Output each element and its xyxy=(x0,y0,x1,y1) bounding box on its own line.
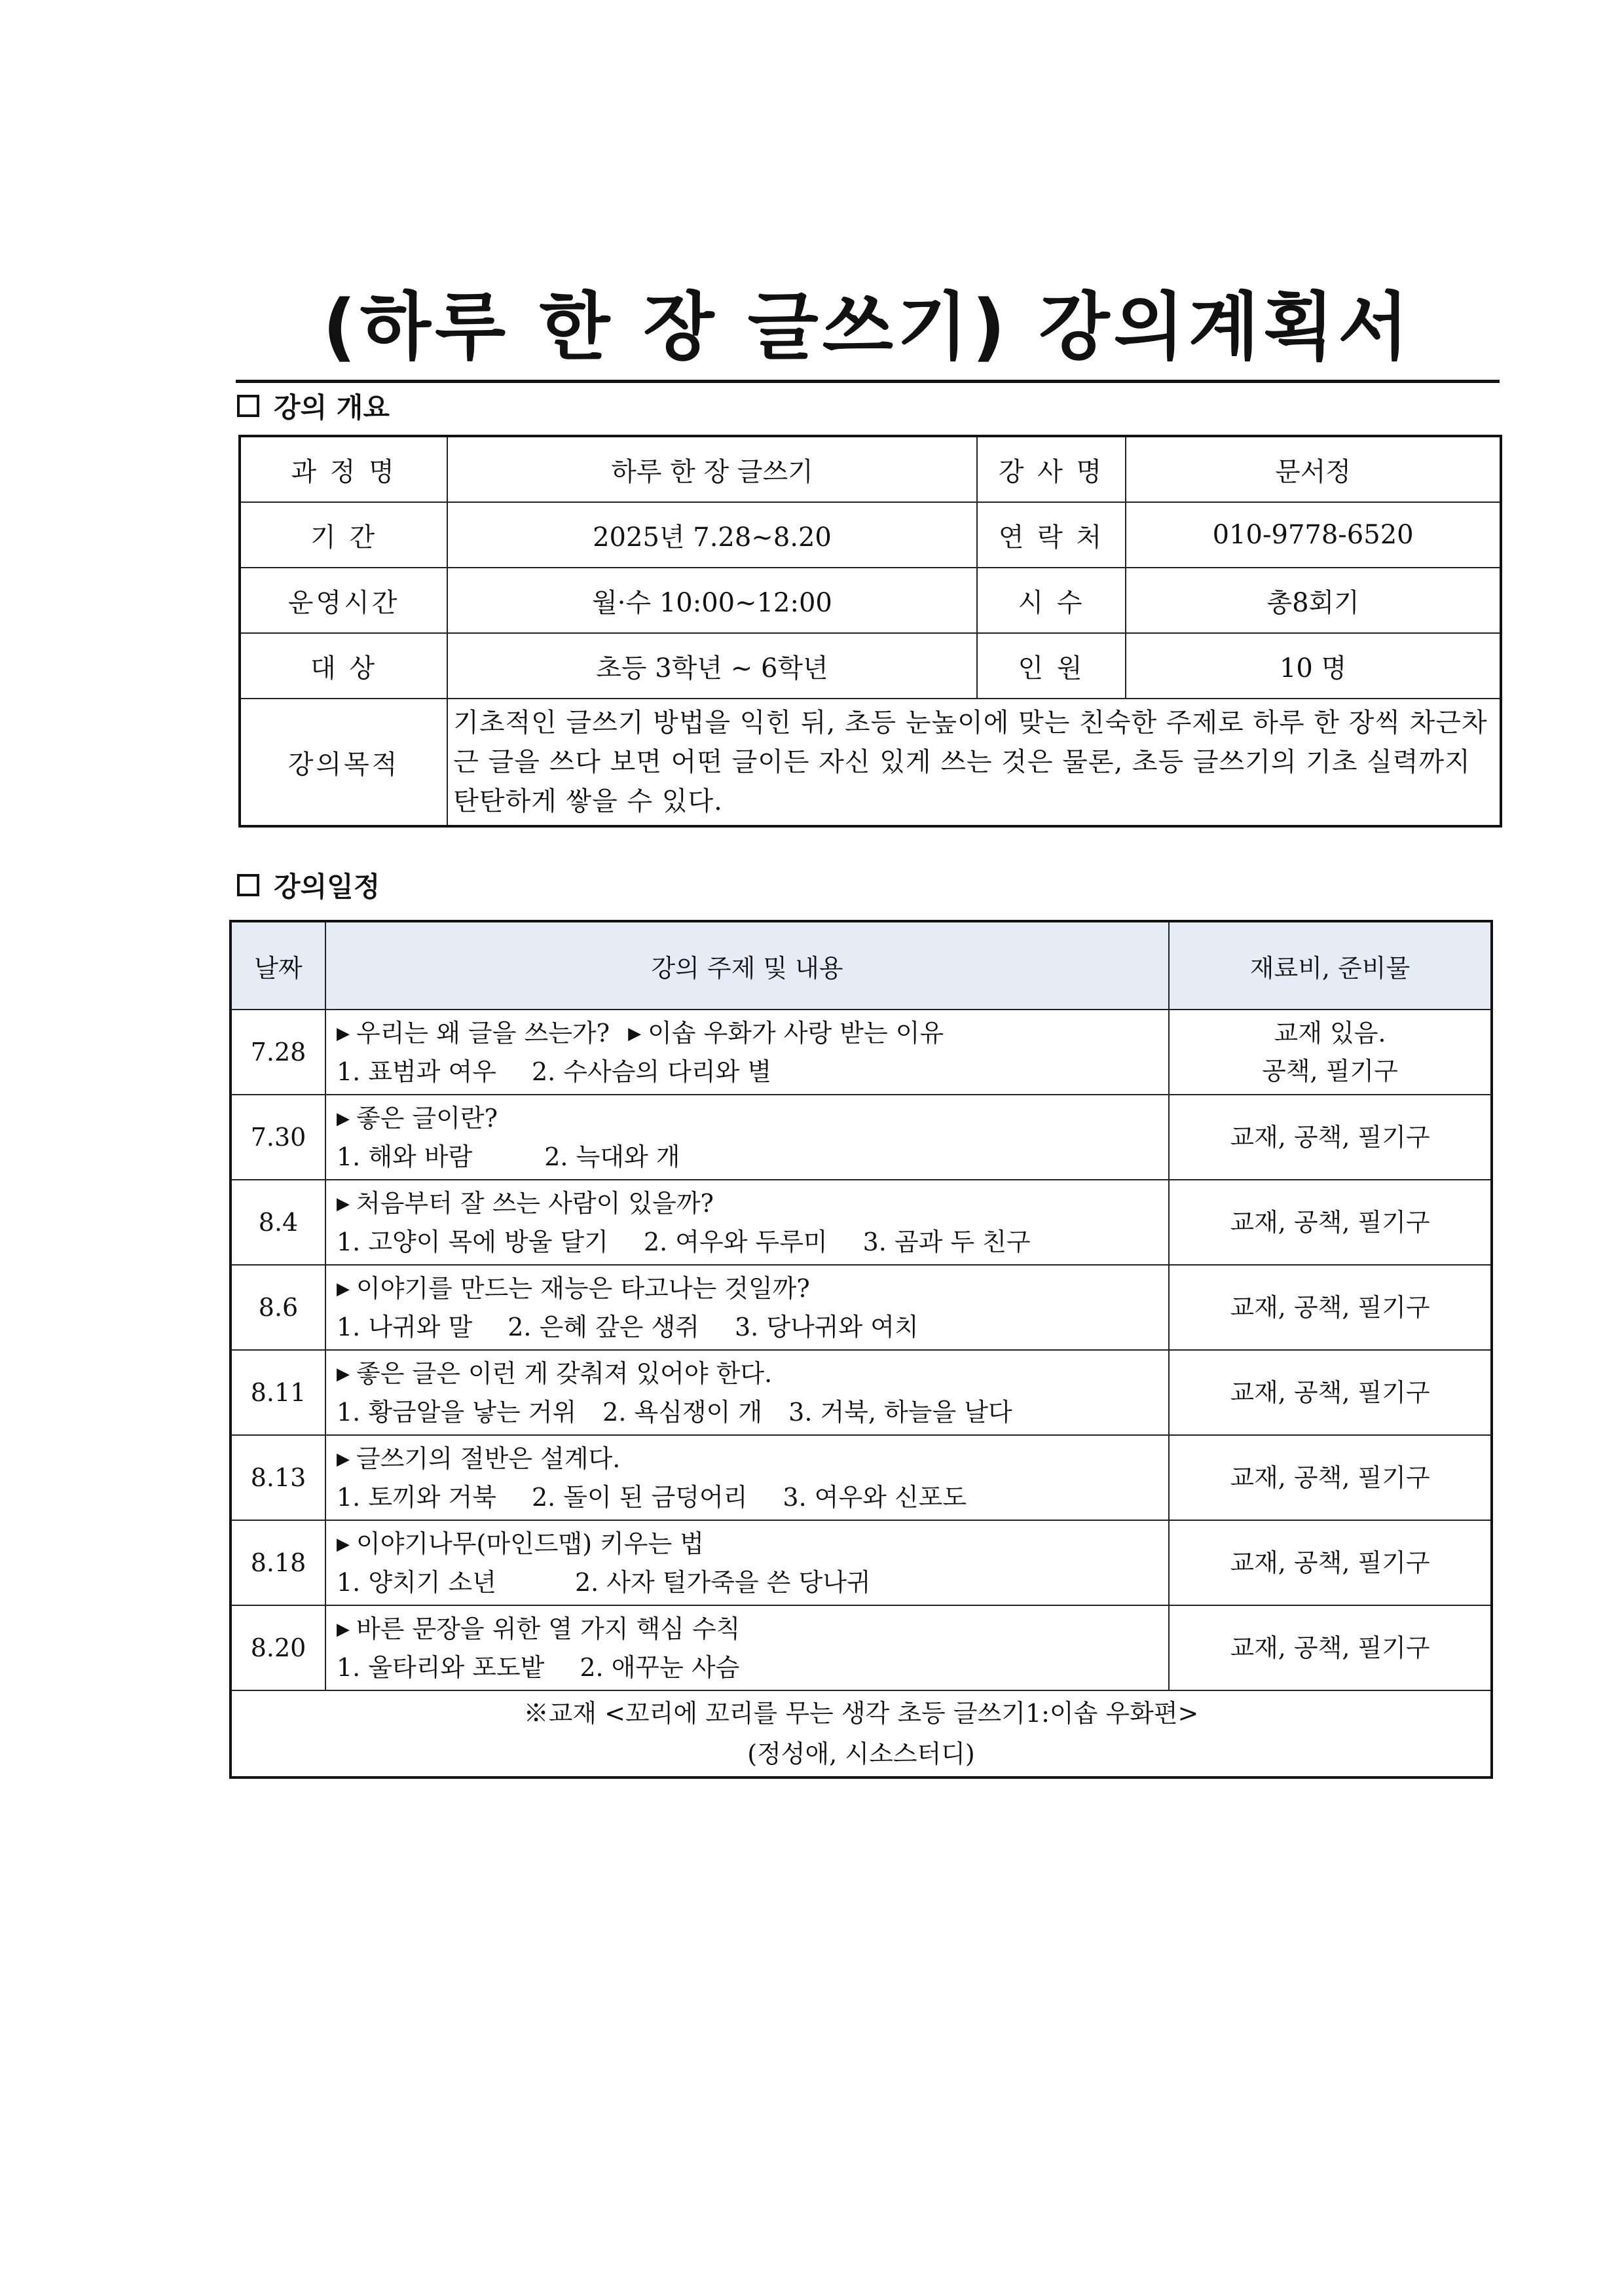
row-topic: 이야기를 만드는 재능은 타고나는 것일까? xyxy=(356,1273,810,1303)
triangle-bullet-icon: ▶ xyxy=(628,1023,642,1044)
row-material: 교재, 공책, 필기구 xyxy=(1169,1435,1492,1520)
row-material xyxy=(1169,1010,1492,1095)
course-value: 하루 한 장 글쓰기 xyxy=(447,436,976,502)
row-item: 2. 사자 털가죽을 쓴 당나귀 xyxy=(574,1567,871,1597)
checkbox-icon xyxy=(237,395,259,417)
table-header-row xyxy=(231,921,1492,1010)
checkbox-icon xyxy=(237,874,259,896)
period-label: 기 간 xyxy=(240,502,447,568)
table-row xyxy=(231,1520,1492,1605)
instructor-value: 문서정 xyxy=(1126,436,1501,502)
instructor-label: 강 사 명 xyxy=(977,436,1126,502)
hours-label: 운영시간 xyxy=(240,568,447,633)
row-topic: 글쓰기의 절반은 설계다. xyxy=(356,1444,621,1473)
sessions-value: 총8회기 xyxy=(1126,568,1501,633)
section-overview-label: 강의 개요 xyxy=(274,392,390,424)
contact-label: 연 락 처 xyxy=(977,502,1126,568)
row-material-line: 공책, 필기구 xyxy=(1262,1057,1398,1085)
row-topic: 좋은 글이란? xyxy=(356,1103,498,1133)
overview-table xyxy=(238,435,1502,828)
triangle-bullet-icon: ▶ xyxy=(337,1279,350,1299)
row-item: 1. 해와 바람 xyxy=(337,1142,473,1171)
table-row xyxy=(231,1095,1492,1180)
textbook-note-author: (정성애, 시소스터디) xyxy=(747,1740,975,1768)
row-content xyxy=(325,1350,1169,1435)
purpose-value: 기초적인 글쓰기 방법을 익힌 뒤, 초등 눈높이에 맞는 친숙한 주제로 하루 한 장씩 차근차근 글을 쓰다 보면 어떤 글이든 자신 있게 쓰는 것은 물론, 초등 글쓰기의 기초 실력까지 탄탄하게 쌓을 수 있다. xyxy=(447,699,1501,826)
section-overview-heading xyxy=(237,386,390,426)
row-item: 2. 애꾸눈 사슴 xyxy=(580,1652,740,1682)
contact-value: 010-9778-6520 xyxy=(1126,502,1501,568)
row-item: 1. 나귀와 말 xyxy=(337,1312,473,1341)
row-content xyxy=(325,1265,1169,1350)
header-date: 날짜 xyxy=(231,921,325,1010)
course-label: 과 정 명 xyxy=(240,436,447,502)
triangle-bullet-icon: ▶ xyxy=(337,1023,350,1044)
table-row xyxy=(231,1265,1492,1350)
row-content xyxy=(325,1180,1169,1265)
table-row xyxy=(231,1605,1492,1690)
table-row xyxy=(231,1010,1492,1095)
row-date: 8.20 xyxy=(231,1605,325,1690)
header-topic: 강의 주제 및 내용 xyxy=(325,921,1169,1010)
row-item: 1. 울타리와 포도밭 xyxy=(337,1652,545,1682)
period-value: 2025년 7.28~8.20 xyxy=(447,502,976,568)
row-material: 교재, 공책, 필기구 xyxy=(1169,1520,1492,1605)
row-content xyxy=(325,1010,1169,1095)
triangle-bullet-icon: ▶ xyxy=(337,1449,350,1469)
row-item: 1. 고양이 목에 방울 달기 xyxy=(337,1227,608,1256)
hours-value: 월·수 10:00~12:00 xyxy=(447,568,976,633)
table-row xyxy=(240,699,1501,826)
row-date: 7.28 xyxy=(231,1010,325,1095)
table-row xyxy=(231,1180,1492,1265)
page-title: (하루 한 장 글쓰기) 강의계획서 xyxy=(236,282,1500,383)
row-date: 8.6 xyxy=(231,1265,325,1350)
row-material: 교재, 공책, 필기구 xyxy=(1169,1095,1492,1180)
row-item: 3. 당나귀와 여치 xyxy=(735,1312,919,1341)
row-content xyxy=(325,1095,1169,1180)
row-content xyxy=(325,1520,1169,1605)
table-row xyxy=(240,633,1501,699)
row-item: 2. 욕심쟁이 개 xyxy=(602,1397,763,1427)
textbook-note-line: ※교재 <꼬리에 꼬리를 무는 생각 초등 글쓰기1:이솝 우화편> xyxy=(523,1699,1199,1728)
section-schedule-label: 강의일정 xyxy=(274,871,380,903)
capacity-value: 10 명 xyxy=(1126,633,1501,699)
row-item: 2. 수사슴의 다리와 별 xyxy=(531,1057,772,1086)
triangle-bullet-icon: ▶ xyxy=(337,1108,350,1129)
row-item: 3. 여우와 신포도 xyxy=(783,1482,967,1512)
sessions-label: 시 수 xyxy=(977,568,1126,633)
row-topic: 우리는 왜 글을 쓰는가? xyxy=(356,1018,610,1048)
triangle-bullet-icon: ▶ xyxy=(337,1194,350,1214)
row-date: 8.13 xyxy=(231,1435,325,1520)
table-row xyxy=(240,568,1501,633)
triangle-bullet-icon: ▶ xyxy=(337,1534,350,1554)
purpose-label: 강의목적 xyxy=(240,699,447,826)
row-material: 교재, 공책, 필기구 xyxy=(1169,1350,1492,1435)
header-material: 재료비, 준비물 xyxy=(1169,921,1492,1010)
row-item: 2. 돌이 된 금덩어리 xyxy=(531,1482,748,1512)
row-item: 1. 표범과 여우 xyxy=(337,1057,496,1086)
row-date: 7.30 xyxy=(231,1095,325,1180)
row-date: 8.4 xyxy=(231,1180,325,1265)
row-item: 2. 은혜 갚은 생쥐 xyxy=(507,1312,699,1341)
row-topic: 처음부터 잘 쓰는 사람이 있을까? xyxy=(356,1188,714,1218)
section-schedule-heading xyxy=(237,866,380,905)
triangle-bullet-icon: ▶ xyxy=(337,1364,350,1384)
textbook-note xyxy=(231,1690,1492,1777)
table-row xyxy=(240,436,1501,502)
row-content xyxy=(325,1605,1169,1690)
schedule-table xyxy=(229,920,1493,1779)
row-item: 1. 양치기 소년 xyxy=(337,1567,496,1597)
row-item: 2. 늑대와 개 xyxy=(544,1142,680,1171)
row-item: 3. 곰과 두 친구 xyxy=(862,1227,1031,1256)
target-label: 대 상 xyxy=(240,633,447,699)
table-row xyxy=(240,502,1501,568)
target-value: 초등 3학년 ~ 6학년 xyxy=(447,633,976,699)
row-date: 8.11 xyxy=(231,1350,325,1435)
row-topic: 바른 문장을 위한 열 가지 핵심 수칙 xyxy=(356,1614,741,1643)
capacity-label: 인 원 xyxy=(977,633,1126,699)
table-row xyxy=(231,1350,1492,1435)
row-topic: 좋은 글은 이런 게 갖춰져 있어야 한다. xyxy=(356,1358,773,1388)
row-content xyxy=(325,1435,1169,1520)
table-row xyxy=(231,1435,1492,1520)
row-item: 3. 거북, 하늘을 날다 xyxy=(788,1397,1012,1427)
row-material: 교재, 공책, 필기구 xyxy=(1169,1265,1492,1350)
title-block xyxy=(236,282,1500,383)
row-item: 1. 황금알을 낳는 거위 xyxy=(337,1397,577,1427)
row-material: 교재, 공책, 필기구 xyxy=(1169,1180,1492,1265)
row-material: 교재, 공책, 필기구 xyxy=(1169,1605,1492,1690)
row-topic: 이야기나무(마인드맵) 키우는 법 xyxy=(356,1529,705,1558)
row-item: 2. 여우와 두루미 xyxy=(643,1227,828,1256)
triangle-bullet-icon: ▶ xyxy=(337,1619,350,1639)
row-date: 8.18 xyxy=(231,1520,325,1605)
table-row-note xyxy=(231,1690,1492,1777)
row-item: 1. 토끼와 거북 xyxy=(337,1482,496,1512)
row-topic-secondary: 이솝 우화가 사랑 받는 이유 xyxy=(648,1018,944,1048)
row-material-line: 교재 있음. xyxy=(1274,1019,1386,1048)
